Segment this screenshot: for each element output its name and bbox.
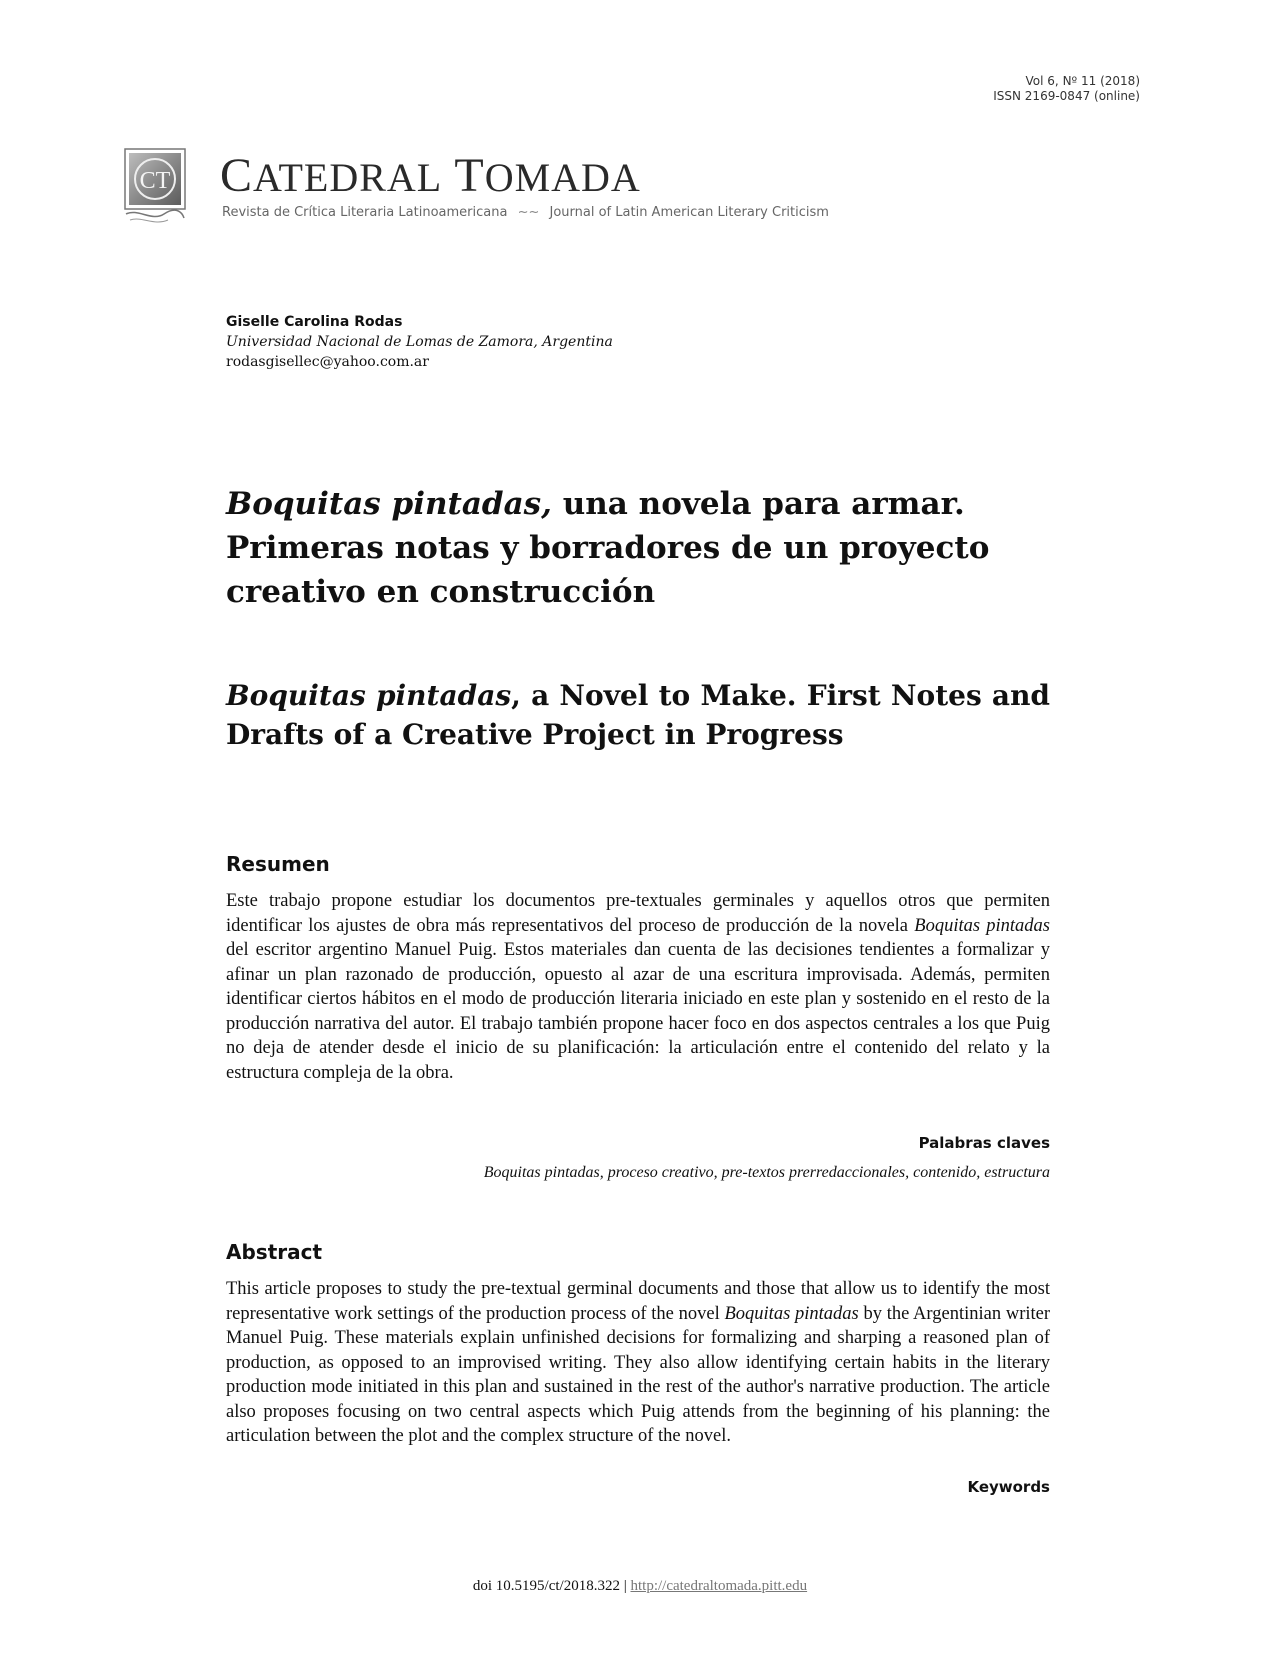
palabras-claves-label: Palabras claves [918,1134,1050,1152]
title-es-line3: creativo en construcción [226,574,656,610]
resumen-section [226,852,330,876]
journal-subtitle-en: Journal of Latin American Literary Criticism [549,205,829,220]
journal-subtitle [222,205,829,220]
journal-emblem-icon [124,148,186,228]
journal-name [220,148,641,206]
abstract-text-1: This article proposes to study the pre-textual germinal documents and those that allow us to identify the most representative work settings of the production process of the novel [226,1279,1050,1324]
resumen-text-1: Este trabajo propone estudiar los documentos pre-textuales germinales y aquellos otros que permiten identificar los ajustes de obra más representativos del proceso de producción de la novela [226,891,1050,936]
title-es-line2: Primeras notas y borradores de un proyecto [226,530,990,566]
journal-name-cap-2: T [454,149,485,202]
author-name: Giselle Carolina Rodas [226,314,403,330]
abstract-text-2: by the Argentinian writer Manuel Puig. These materials explain unfinished decisions for formalizing and sharping a reasoned plan of production, as opposed to an improvised writing. They also allow identifying certain habits in the literary production mode initiated in this plan and sustained in the rest of the author's narrative production. The article also proposes focusing on two central aspects which Puig attends from the beginning of his planning: the articulation between the plot and the complex structure of the novel. [226,1303,1051,1446]
abstract-section [226,1240,322,1264]
logo-letters: CT [139,168,171,194]
footer-separator: | [619,1578,631,1594]
title-es-italic: Boquitas pintadas, [226,486,552,522]
volume-number: Vol 6, Nº 11 (2018) [1025,74,1140,88]
resumen-text-2: del escritor argentino Manuel Puig. Estos materiales dan cuenta de las decisiones tendientes a formalizar y afinar un plan razonado de producción, opuesto al azar de una escritura improvisada. Además, permiten identificar ciertos hábitos en el modo de producción literaria iniciado en este plan y sostenido en el resto de la producción narrativa del autor. El trabajo también propone hacer foco en dos aspectos centrales a los que Puig no deja de atender desde el inicio de su planificación: la articulación entre el contenido del relato y la estructura compleja de la obra. [226,940,1050,1083]
palabras-claves-list: Boquitas pintadas, proceso creativo, pre-textos prerredaccionales, contenido, estructura [483,1164,1050,1181]
resumen-text-italic: Boquitas pintadas [914,915,1051,936]
issn: ISSN 2169-0847 (online) [993,89,1140,103]
abstract-heading: Abstract [226,1240,323,1264]
journal-logo [124,148,186,212]
journal-url-link[interactable]: http://catedraltomada.pitt.edu [630,1578,808,1594]
author-email[interactable]: rodasgisellec@yahoo.com.ar [226,354,429,370]
resumen-heading: Resumen [226,852,330,876]
abstract-text-italic: Boquitas pintadas [724,1303,859,1324]
title-en-line2: Drafts of a Creative Project in Progress [226,718,844,751]
flourish-icon: ~~ [517,205,540,220]
title-spanish [226,482,1046,614]
title-en-italic: Boquitas pintadas [226,679,512,712]
page-footer [0,1578,1280,1595]
journal-subtitle-es: Revista de Crítica Literaria Latinoamericana [222,205,508,220]
doi: doi 10.5195/ct/2018.322 [472,1578,620,1594]
resumen-body [226,889,1050,1085]
journal-name-rest-2: OMADA [484,155,641,200]
journal-name-rest-1: ATEDRAL [253,155,443,200]
journal-name-cap-1: C [220,149,254,202]
keywords-label: Keywords [967,1478,1050,1496]
abstract-body [226,1277,1050,1449]
author-block [226,312,613,372]
title-english [226,676,1050,754]
title-en-line1: , a Novel to Make. First Notes and [511,679,1050,712]
author-institution: Universidad Nacional de Lomas de Zamora, Argentina [226,334,613,350]
title-es-line1: una novela para armar. [551,486,965,522]
issue-info [993,74,1140,104]
